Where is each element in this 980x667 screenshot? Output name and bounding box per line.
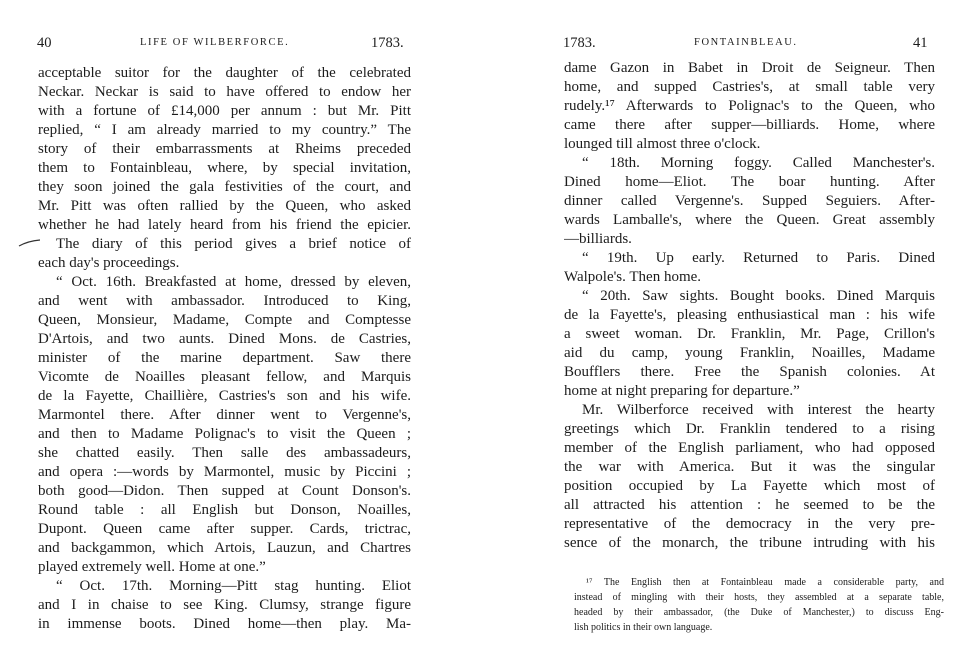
body-line: Neckar. Neckar is said to have offered to endow her — [38, 84, 411, 100]
body-line: aid du camp, young Franklin, Noailles, Madame — [564, 345, 935, 361]
body-line: replied, “ I am already married to my country.” The — [38, 122, 411, 138]
body-line: Vicomte de Noailles pleasant fellow, and Marquis — [38, 369, 411, 385]
body-line: both good—Didon. Then supped at Count Donson's. — [38, 483, 411, 499]
body-line: the war with America. But it was the singular — [564, 459, 935, 475]
body-line: “ 18th. Morning foggy. Called Manchester's. — [582, 155, 935, 171]
body-line: they soon joined the gala festivities of the court, and — [38, 179, 411, 195]
left-page-number: 40 — [37, 35, 52, 51]
body-line: The diary of this period gives a brief notice of — [56, 236, 411, 252]
body-line: in immense boots. Dined home—then play. Ma- — [38, 616, 411, 632]
body-line: “ Oct. 16th. Breakfasted at home, dressed by eleven, — [56, 274, 411, 290]
body-line: representative of the democracy in the very pre- — [564, 516, 935, 532]
body-line: and went with ambassador. Introduced to King, — [38, 293, 411, 309]
body-line: Dupont. Queen came after supper. Cards, trictrac, — [38, 521, 411, 537]
footnote-line: headed by their ambassador, (the Duke of Manchester,) to discuss Eng- — [574, 607, 944, 618]
body-line: de la Fayette's, pleasing enthusiastical man : his wife — [564, 307, 935, 323]
body-line: minister of the marine department. Saw there — [38, 350, 411, 366]
body-line: and opera :—words by Marmontel, music by Piccini ; — [38, 464, 411, 480]
right-body-text — [564, 59, 935, 553]
body-line: Walpole's. Then home. — [564, 269, 702, 285]
body-line: Dined home—Eliot. The boar hunting. After — [564, 174, 935, 190]
body-line: home, and supped Castries's, at small table very — [564, 79, 935, 95]
body-line: Queen, Monsieur, Madame, Compte and Comptesse — [38, 312, 411, 328]
body-line: lounged till almost three o'clock. — [564, 136, 761, 152]
body-line: greetings which Dr. Franklin tendered to a rising — [564, 421, 935, 437]
body-line: rudely.¹⁷ Afterwards to Polignac's to the Queen, who — [564, 98, 935, 114]
body-line: “ 19th. Up early. Returned to Paris. Dined — [582, 250, 935, 266]
body-line: D'Artois, and two aunts. Dined Mons. de Castries, — [38, 331, 411, 347]
left-page — [0, 0, 478, 667]
body-line: played extremely well. Home at one.” — [38, 559, 266, 575]
body-line: she chatted easily. Then salle des ambassadeurs, — [38, 445, 411, 461]
body-line: —billiards. — [564, 231, 632, 247]
body-line: home at night preparing for departure.” — [564, 383, 800, 399]
body-line: “ 20th. Saw sights. Bought books. Dined Marquis — [582, 288, 935, 304]
footnote-line: lish politics in their own language. — [574, 622, 713, 633]
footnote — [574, 575, 944, 635]
body-line: all attracted his attention : he seemed to be the — [564, 497, 935, 513]
body-line: came there after supper—billiards. Home, where — [564, 117, 935, 133]
body-line: position occupied by La Fayette which most of — [564, 478, 935, 494]
body-line: “ Oct. 17th. Morning—Pitt stag hunting. Eliot — [56, 578, 411, 594]
body-line: them to Fontainbleau, where, by special invitation, — [38, 160, 411, 176]
footnote-line: ¹⁷ The English then at Fontainbleau made a considerable party, and — [586, 577, 944, 588]
body-line: and then to Madame Polignac's to visit the Queen ; — [38, 426, 411, 442]
body-line: whether he had lately heard from his friend the epicier. — [38, 217, 411, 233]
body-line: acceptable suitor for the daughter of the celebrated — [38, 65, 411, 81]
left-body-text — [38, 64, 411, 634]
right-running-title: FONTAINBLEAU. — [694, 37, 798, 48]
body-line: a sweet woman. Dr. Franklin, Mr. Page, Crillon's — [564, 326, 935, 342]
body-line: dinner called Vergenne's. Supped Seguiers. After- — [564, 193, 935, 209]
right-running-year: 1783. — [563, 35, 596, 51]
body-line: with a fortune of £14,000 per annum : but Mr. Pitt — [38, 103, 411, 119]
body-line: Mr. Pitt was often rallied by the Queen, who asked — [38, 198, 411, 214]
left-running-year: 1783. — [371, 35, 404, 51]
body-line: Round table : all English but Donson, Noailles, — [38, 502, 411, 518]
body-line: Marmontel there. After dinner went to Vergenne's, — [38, 407, 411, 423]
body-line: and I in chaise to see King. Clumsy, strange figure — [38, 597, 411, 613]
footnote-line: instead of mingling with their hosts, they assembled at a separate table, — [574, 592, 944, 603]
body-line: Mr. Wilberforce received with interest the hearty — [582, 402, 935, 418]
body-line: sence of the monarch, the tribune intruding with his — [564, 535, 935, 551]
body-line: Boufflers there. Free the Spanish colonies. At — [564, 364, 935, 380]
body-line: each day's proceedings. — [38, 255, 180, 271]
body-line: wards Lamballe's, where the Queen. Great assembly — [564, 212, 935, 228]
right-page — [490, 0, 980, 667]
body-line: member of the English parliament, who had opposed — [564, 440, 935, 456]
body-line: and backgammon, which Artois, Lauzun, and Chartres — [38, 540, 411, 556]
body-line: dame Gazon in Babet in Droit de Seigneur. Then — [564, 60, 935, 76]
left-running-title: LIFE OF WILBERFORCE. — [140, 37, 290, 48]
body-line: story of their embarrassments at Rheims preceded — [38, 141, 411, 157]
right-page-number: 41 — [913, 35, 928, 51]
body-line: de la Fayette, Chaillière, Castries's son and his wife. — [38, 388, 411, 404]
